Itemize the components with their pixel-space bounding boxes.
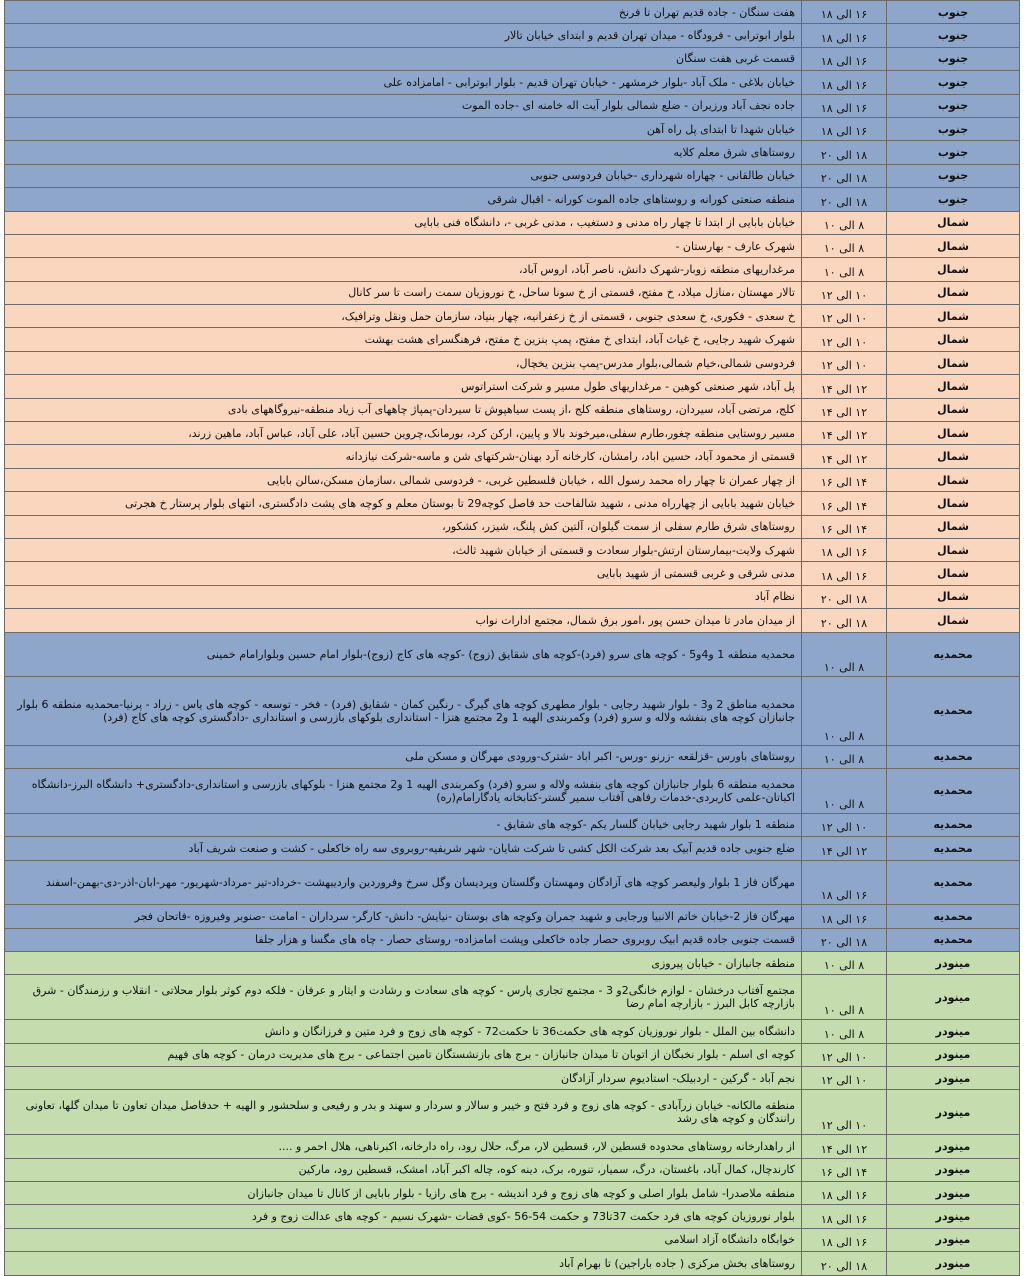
- table-row: [5, 609, 1020, 632]
- area-description: مسیر روستایی منطقه چغور،طارم سفلی،میرخوند بالا و پایین، ارکن کرد، بورمانک،چروین حسین آباد، علی آباد، عباس آباد، ماهین زرند،: [5, 422, 802, 445]
- table-row: [5, 677, 1020, 745]
- time-slot: ۱۸ الی ۲۰: [802, 1252, 887, 1275]
- time-slot: ۱۶ الی ۱۸: [802, 860, 887, 905]
- time-slot: ۱۸ الی ۲۰: [802, 928, 887, 951]
- area-description: نجم آباد - گرکین - اردبیلک- استادیوم سردار آزادگان: [5, 1067, 802, 1090]
- table-row: [5, 632, 1020, 677]
- time-slot: ۸ الی ۱۰: [802, 211, 887, 234]
- table-row: [5, 258, 1020, 281]
- table-row: [5, 860, 1020, 905]
- table-row: [5, 813, 1020, 836]
- table-row: [5, 164, 1020, 187]
- area-description: محمدیه منطقه 1 و4و5 - کوچه های سرو (فرد)-کوچه های شقایق (زوج) -کوچه های کاج (زوج)-بلوار امام حسین وبلوارامام خمینی: [5, 632, 802, 677]
- table-row: [5, 1043, 1020, 1066]
- table-row: [5, 468, 1020, 491]
- schedule-table: [4, 0, 1020, 1276]
- table-row: [5, 1182, 1020, 1205]
- area-description: بلوار نوروزیان کوچه های فرد حکمت 37تا73 و حکمت 54-56 -کوی قضات -شهرک نسیم - کوچه های عدالت زوج و فرد: [5, 1205, 802, 1228]
- table-row: [5, 94, 1020, 117]
- time-slot: ۱۶ الی ۱۸: [802, 1205, 887, 1228]
- table-row: [5, 188, 1020, 211]
- region-name: مینودر: [887, 1090, 1020, 1135]
- table-row: [5, 445, 1020, 468]
- table-row: [5, 47, 1020, 70]
- time-slot: ۱۰ الی ۱۲: [802, 281, 887, 304]
- time-slot: ۱۸ الی ۲۰: [802, 164, 887, 187]
- region-name: مینودر: [887, 1205, 1020, 1228]
- region-name: محمدیه: [887, 837, 1020, 860]
- region-name: محمدیه: [887, 632, 1020, 677]
- table-row: [5, 768, 1020, 813]
- time-slot: ۱۶ الی ۱۸: [802, 1182, 887, 1205]
- region-name: جنوب: [887, 188, 1020, 211]
- region-name: محمدیه: [887, 905, 1020, 928]
- table-row: [5, 281, 1020, 304]
- region-name: شمال: [887, 351, 1020, 374]
- time-slot: ۱۴ الی ۱۶: [802, 468, 887, 491]
- table-row: [5, 117, 1020, 140]
- area-description: روستاهای باورس -قزلقعه -زرنو -ورس- اکبر اباد -شترک-ورودی مهرگان و مسکن ملی: [5, 745, 802, 768]
- time-slot: ۱۰ الی ۱۲: [802, 1043, 887, 1066]
- area-description: قسمت جنوبی جاده قدیم ابیک روبروی حصار جاده خاکعلی وپشت امامزاده- روستای حصار - چاه های مگسا و هزار جلفا: [5, 928, 802, 951]
- time-slot: ۱۲ الی ۱۴: [802, 837, 887, 860]
- area-description: از چهار عمران تا چهار راه محمد رسول الله ، خیابان فلسطین غربی، - فردوسی شمالی ،سازمان مسکن،سالن بابایی: [5, 468, 802, 491]
- table-row: [5, 234, 1020, 257]
- area-description: منطقه مالکانه- خیابان زرآبادی - کوچه های زوج و فرد فتح و خیبر و سالار و سردار و سهند و بدر و رفیعی و سلحشور و الهیه + حدفاصل میدان تعاون تا میدان گلها، تعاونی رانندگان و کوچه های رشد: [5, 1090, 802, 1135]
- area-description: خوابگاه دانشگاه آزاد اسلامی: [5, 1228, 802, 1251]
- region-name: مینودر: [887, 975, 1020, 1020]
- area-description: کارندچال، کمال آباد، باغستان، درگ، سمیار، تنوره، برک، دینه کوه، چاله اکبر آباد، امشک، قسطین رود، مارکین: [5, 1158, 802, 1181]
- time-slot: ۱۶ الی ۱۸: [802, 1, 887, 24]
- area-description: شهرک ولایت-بیمارستان ارتش-بلوار سعادت و قسمتی از خیابان شهید ثالث،: [5, 538, 802, 561]
- area-description: مهرگان فاز 1 بلوار ولیعصر کوچه های آزادگان ومهستان وگلستان وپردیسان وگل سرخ وفروردین واردیبهشت -خرداد-تیر -مرداد-شهریور- مهر-ابان-اذر-دی-بهمن-اسفند: [5, 860, 802, 905]
- time-slot: ۱۶ الی ۱۸: [802, 47, 887, 70]
- area-description: قسمت غربی هفت سنگان: [5, 47, 802, 70]
- region-name: شمال: [887, 328, 1020, 351]
- time-slot: ۱۴ الی ۱۶: [802, 515, 887, 538]
- time-slot: ۱۰ الی ۱۲: [802, 328, 887, 351]
- area-description: کوچه ای اسلم - بلوار نخبگان از اتوبان تا میدان جانبازان - برج های بازنشستگان تامین اجتماعی - برج های مدیریت درمان - کوچه های فهیم: [5, 1043, 802, 1066]
- area-description: از راهدارخانه روستاهای محدوده قسطین لار، قسطین لار، مرگ، حلال رود، راه دارخانه، اکبرناهی، هلال احمر و ....: [5, 1135, 802, 1158]
- time-slot: ۱۰ الی ۱۲: [802, 351, 887, 374]
- region-name: جنوب: [887, 164, 1020, 187]
- region-name: شمال: [887, 258, 1020, 281]
- region-name: شمال: [887, 515, 1020, 538]
- region-name: محمدیه: [887, 677, 1020, 745]
- region-name: مینودر: [887, 1020, 1020, 1043]
- time-slot: ۸ الی ۱۰: [802, 1020, 887, 1043]
- time-slot: ۸ الی ۱۰: [802, 258, 887, 281]
- region-name: جنوب: [887, 24, 1020, 47]
- region-name: مینودر: [887, 1228, 1020, 1251]
- region-name: شمال: [887, 492, 1020, 515]
- time-slot: ۱۰ الی ۱۲: [802, 305, 887, 328]
- table-row: [5, 141, 1020, 164]
- region-name: شمال: [887, 375, 1020, 398]
- table-row: [5, 71, 1020, 94]
- time-slot: ۸ الی ۱۰: [802, 677, 887, 745]
- time-slot: ۱۴ الی ۱۶: [802, 1158, 887, 1181]
- area-description: هفت سنگان - جاده قدیم تهران تا فرنخ: [5, 1, 802, 24]
- region-name: شمال: [887, 585, 1020, 608]
- time-slot: ۱۸ الی ۲۰: [802, 585, 887, 608]
- table-row: [5, 1, 1020, 24]
- area-description: شهرک شهید رجایی، خ غیاث آباد، ابتدای خ مفتح، پمپ بنزین خ مفتح، فرهنگسرای هشت بهشت: [5, 328, 802, 351]
- table-row: [5, 398, 1020, 421]
- area-description: روستاهای شرق طارم سفلی از سمت گیلوان، آلتین کش پلنگ، شیزر، کشکور،: [5, 515, 802, 538]
- area-description: از میدان مادر تا میدان حسن پور ،امور برق شمال، مجتمع ادارات نواب: [5, 609, 802, 632]
- region-name: شمال: [887, 211, 1020, 234]
- region-name: شمال: [887, 562, 1020, 585]
- area-description: خیابان بلاغی - ملک آباد -بلوار خرمشهر - خیابان تهران قدیم - بلوار ابوترابی - امامزاده علی: [5, 71, 802, 94]
- time-slot: ۱۶ الی ۱۸: [802, 905, 887, 928]
- time-slot: ۸ الی ۱۰: [802, 975, 887, 1020]
- region-name: شمال: [887, 538, 1020, 561]
- area-description: دانشگاه بین الملل - بلوار نوروزیان کوچه های حکمت36 تا حکمت72 - کوچه های زوج و فرد متین و فرزانگان و دانش: [5, 1020, 802, 1043]
- area-description: قسمتی از محمود آباد، حسین اباد، رامشان، کارخانه آرد بهنان-شرکتهای شن و ماسه-شرکت نیازدانه: [5, 445, 802, 468]
- table-row: [5, 515, 1020, 538]
- table-row: [5, 952, 1020, 975]
- outage-schedule: [4, 0, 1020, 1276]
- area-description: خ سعدی - فکوری، خ سعدی جنوبی ، قسمتی از خ زعفرانیه، چهار بنیاد، سازمان حمل ونقل وترافیک،: [5, 305, 802, 328]
- time-slot: ۱۰ الی ۱۲: [802, 813, 887, 836]
- table-row: [5, 562, 1020, 585]
- area-description: تالار مهستان ،منازل میلاد، خ مفتح، قسمتی از خ سونا ساحل، خ نوروزیان سمت راست تا سر کانال: [5, 281, 802, 304]
- area-description: جاده نجف آباد ورزیران - ضلع شمالی بلوار آیت اله خامنه ای -جاده الموت: [5, 94, 802, 117]
- table-row: [5, 1205, 1020, 1228]
- region-name: محمدیه: [887, 768, 1020, 813]
- table-row: [5, 1252, 1020, 1275]
- time-slot: ۱۲ الی ۱۴: [802, 445, 887, 468]
- area-description: مهرگان فاز 2-خیابان خاتم الانبیا ورجایی و شهید جمران وکوچه های بوستان -نیایش- دانش- کارگر- سرداران - امامت -صنوبر وفیروزه -فاتحان فجر: [5, 905, 802, 928]
- time-slot: ۱۲ الی ۱۴: [802, 422, 887, 445]
- region-name: مینودر: [887, 1158, 1020, 1181]
- region-name: شمال: [887, 305, 1020, 328]
- time-slot: ۸ الی ۱۰: [802, 768, 887, 813]
- region-name: جنوب: [887, 141, 1020, 164]
- table-row: [5, 837, 1020, 860]
- area-description: مجتمع آفتاب درخشان - لوازم خانگی2و 3 - مجتمع تجاری پارس - کوچه های سعادت و رشادت و ایثار و عرفان - فلکه دوم کوثر بلوار محلاتی - انقلاب و رزمندگان - شرق بازارچه کابل البرز - بازارچه امام رضا: [5, 975, 802, 1020]
- region-name: شمال: [887, 609, 1020, 632]
- table-row: [5, 975, 1020, 1020]
- table-row: [5, 745, 1020, 768]
- region-name: شمال: [887, 445, 1020, 468]
- time-slot: ۱۸ الی ۲۰: [802, 188, 887, 211]
- region-name: جنوب: [887, 117, 1020, 140]
- region-name: جنوب: [887, 1, 1020, 24]
- area-description: نظام آباد: [5, 585, 802, 608]
- time-slot: ۱۶ الی ۱۸: [802, 71, 887, 94]
- region-name: مینودر: [887, 1135, 1020, 1158]
- area-description: خیابان شهید بابایی از چهارراه مدنی ، شهید شالفاحت حد فاصل کوچه29 تا بوستان معلم و کوچه های پشت دادگستری، انتهای بلوار پرستار خ هجرتی: [5, 492, 802, 515]
- time-slot: ۸ الی ۱۰: [802, 745, 887, 768]
- area-description: خیابان شهدا تا ابتدای پل راه آهن: [5, 117, 802, 140]
- time-slot: ۱۶ الی ۱۸: [802, 562, 887, 585]
- region-name: مینودر: [887, 1252, 1020, 1275]
- region-name: محمدیه: [887, 860, 1020, 905]
- area-description: محمدیه منطقه 6 بلوار جانبازان کوچه های بنفشه ولاله و سرو (فرد) وکمربندی الهیه 1 و2 مجتمع هنزا - بلوکهای بازرسی و استانداری-دادگستری+ دانشگاه البرز-دانشگاه اکباتان-علمی کاربردی-خدمات رفاهی آفتاب سمیر گستر-کتابخانه یادگارامام(ره): [5, 768, 802, 813]
- area-description: خیابان طالقانی - چهاراه شهرداری -خیابان فردوسی جنوبی: [5, 164, 802, 187]
- region-name: شمال: [887, 468, 1020, 491]
- time-slot: ۱۶ الی ۱۸: [802, 24, 887, 47]
- table-row: [5, 211, 1020, 234]
- region-name: شمال: [887, 422, 1020, 445]
- table-row: [5, 1135, 1020, 1158]
- area-description: روستاهای شرق معلم کلایه: [5, 141, 802, 164]
- table-row: [5, 1228, 1020, 1251]
- time-slot: ۸ الی ۱۰: [802, 952, 887, 975]
- area-description: منطقه صنعتی کورانه و روستاهای جاده الموت کورانه - اقبال شرقی: [5, 188, 802, 211]
- table-row: [5, 328, 1020, 351]
- region-name: جنوب: [887, 71, 1020, 94]
- table-row: [5, 585, 1020, 608]
- region-name: محمدیه: [887, 745, 1020, 768]
- region-name: مینودر: [887, 1182, 1020, 1205]
- region-name: شمال: [887, 281, 1020, 304]
- time-slot: ۱۲ الی ۱۴: [802, 375, 887, 398]
- region-name: مینودر: [887, 1067, 1020, 1090]
- area-description: بلوار ابوترابی - فرودگاه - میدان تهران قدیم و ابتدای خیابان تالار: [5, 24, 802, 47]
- area-description: مدنی شرقی و غربی قسمتی از شهید بابایی: [5, 562, 802, 585]
- time-slot: ۱۰ الی ۱۲: [802, 1090, 887, 1135]
- time-slot: ۱۶ الی ۱۸: [802, 94, 887, 117]
- time-slot: ۱۸ الی ۲۰: [802, 141, 887, 164]
- region-name: شمال: [887, 398, 1020, 421]
- time-slot: ۱۲ الی ۱۴: [802, 1135, 887, 1158]
- area-description: محمدیه مناطق 2 و3 - بلوار شهید رجایی - بلوار مطهری کوچه های گیرگ - رنگین کمان - شقایق (فرد) - فخر - توسعه - کوچه های یاس - زراد - پرنیا-محمدیه منطقه 6 بلوار جانبازان کوچه های بنفشه ولاله و سرو (فرد) وکمربندی الهیه 1 و2 مجتمع هنزا - استانداری بلوکهای بازرسی و استانداری -دادگستری کوچه های کاج (فرد): [5, 677, 802, 745]
- time-slot: ۱۲ الی ۱۴: [802, 398, 887, 421]
- region-name: محمدیه: [887, 928, 1020, 951]
- time-slot: ۱۶ الی ۱۸: [802, 1228, 887, 1251]
- area-description: کلج، مرتضی آباد، سیردان، روستاهای منطقه کلج ،از پست سیاهپوش تا سیردان-پمپاژ چاههای آب زیاد منطقه-نیروگاههای بادی: [5, 398, 802, 421]
- table-row: [5, 928, 1020, 951]
- table-row: [5, 24, 1020, 47]
- area-description: ضلع جنوبی جاده قدیم آبیک بعد شرکت الکل کشی تا شرکت شایان- شهر شریفیه-روبروی سه راه خاکعلی - کشت و صنعت شریف آباد: [5, 837, 802, 860]
- time-slot: ۱۸ الی ۲۰: [802, 609, 887, 632]
- area-description: خیابان بابایی از ابتدا تا چهار راه مدنی و دستغیب ، مدنی غربی -، دانشگاه فنی بابایی: [5, 211, 802, 234]
- region-name: جنوب: [887, 94, 1020, 117]
- area-description: منطقه ملاصدرا- شامل بلوار اصلی و کوچه های زوج و فرد اندیشه - برج های رازیا - بلوار بابایی از کانال تا میدان جانبازان: [5, 1182, 802, 1205]
- area-description: منطقه 1 بلوار شهید رجایی خیابان گلسار یکم -کوچه های شقایق -: [5, 813, 802, 836]
- table-row: [5, 1020, 1020, 1043]
- table-row: [5, 351, 1020, 374]
- time-slot: ۱۰ الی ۱۲: [802, 1067, 887, 1090]
- region-name: شمال: [887, 234, 1020, 257]
- time-slot: ۸ الی ۱۰: [802, 632, 887, 677]
- table-row: [5, 538, 1020, 561]
- area-description: منطقه جانبازان - خیابان پیروزی: [5, 952, 802, 975]
- region-name: جنوب: [887, 47, 1020, 70]
- region-name: مینودر: [887, 1043, 1020, 1066]
- time-slot: ۸ الی ۱۰: [802, 234, 887, 257]
- time-slot: ۱۶ الی ۱۸: [802, 117, 887, 140]
- table-row: [5, 492, 1020, 515]
- table-row: [5, 422, 1020, 445]
- table-row: [5, 1067, 1020, 1090]
- area-description: شهرک عارف - بهارستان -: [5, 234, 802, 257]
- region-name: مینودر: [887, 952, 1020, 975]
- region-name: محمدیه: [887, 813, 1020, 836]
- area-description: روستاهای بخش مرکزی ( جاده باراجین) تا بهرام آباد: [5, 1252, 802, 1275]
- table-row: [5, 305, 1020, 328]
- area-description: مرغداریهای منطقه زوبار-شهرک دانش، ناصر آباد، اروس آباد،: [5, 258, 802, 281]
- time-slot: ۱۴ الی ۱۶: [802, 492, 887, 515]
- table-row: [5, 375, 1020, 398]
- schedule-body: [5, 1, 1020, 1276]
- table-row: [5, 1158, 1020, 1181]
- area-description: فردوسی شمالی،خیام شمالی،بلوار مدرس-پمپ بنزین یخچال،: [5, 351, 802, 374]
- table-row: [5, 905, 1020, 928]
- table-row: [5, 1090, 1020, 1135]
- area-description: پل آباد، شهر صنعتی کوهین - مرغداریهای طول مسیر و شرکت استراتوس: [5, 375, 802, 398]
- time-slot: ۱۶ الی ۱۸: [802, 538, 887, 561]
